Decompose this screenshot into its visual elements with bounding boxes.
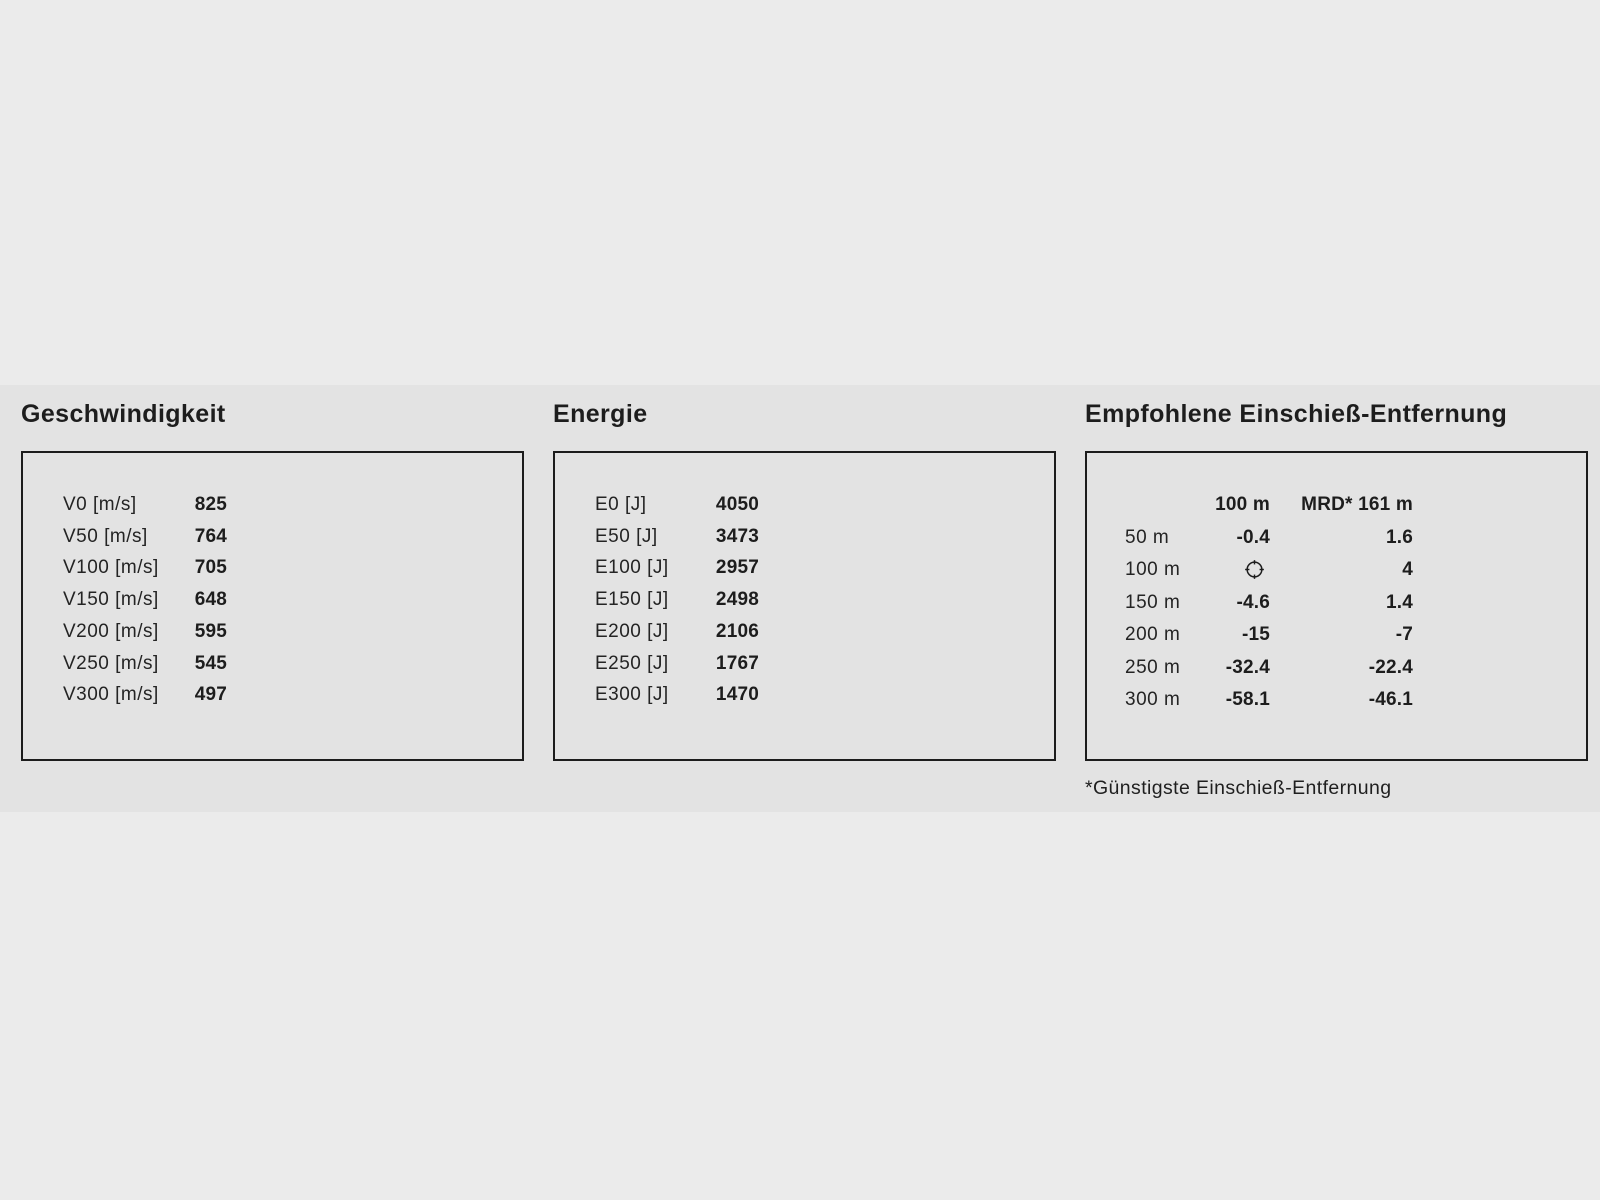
energy-label: E100 [J] <box>595 557 669 579</box>
table-row <box>23 616 522 648</box>
energy-value: 2498 <box>715 589 759 611</box>
velocity-value: 705 <box>194 557 227 579</box>
energy-label: E150 [J] <box>595 589 669 611</box>
ballistics-section <box>0 385 1600 812</box>
energy-value: 1470 <box>715 684 759 706</box>
velocity-title: Geschwindigkeit <box>21 400 226 428</box>
zeroing-title: Empfohlene Einschieß-Entfernung <box>1085 400 1508 428</box>
zeroing-row-label: 100 m <box>1125 559 1181 581</box>
velocity-value: 595 <box>194 620 227 642</box>
reticle-icon <box>1244 559 1265 580</box>
energy-label: E200 [J] <box>595 620 669 642</box>
zeroing-value: 4 <box>1402 559 1413 581</box>
energy-value: 2106 <box>715 620 759 642</box>
zeroing-row-label: 150 m <box>1125 591 1181 613</box>
energy-value: 3473 <box>715 525 759 547</box>
velocity-label: V0 [m/s] <box>63 493 137 515</box>
velocity-label: V50 [m/s] <box>63 525 148 547</box>
table-row <box>555 616 1054 648</box>
table-row <box>555 648 1054 680</box>
zeroing-value: -7 <box>1395 624 1413 646</box>
table-row <box>23 489 522 521</box>
zeroing-value <box>1210 559 1270 581</box>
velocity-label: V150 [m/s] <box>63 589 159 611</box>
velocity-label: V100 [m/s] <box>63 557 159 579</box>
table-row <box>1087 522 1586 555</box>
energy-label: E300 [J] <box>595 684 669 706</box>
velocity-value: 825 <box>194 493 227 515</box>
energy-value: 2957 <box>715 557 759 579</box>
table-row <box>1087 652 1586 685</box>
energy-label: E0 [J] <box>595 493 647 515</box>
zeroing-value: -32.4 <box>1225 656 1270 678</box>
zeroing-value: -58.1 <box>1225 689 1270 711</box>
velocity-table <box>21 451 524 761</box>
table-header-row <box>1087 489 1586 522</box>
zeroing-footnote: *Günstigste Einschieß-Entfernung <box>1085 777 1392 799</box>
zeroing-value: -15 <box>1241 624 1270 646</box>
zeroing-row-label: 200 m <box>1125 624 1181 646</box>
energy-value: 4050 <box>715 493 759 515</box>
zeroing-table <box>1085 451 1588 761</box>
table-row <box>555 489 1054 521</box>
zeroing-value: 1.6 <box>1385 526 1413 548</box>
velocity-label: V300 [m/s] <box>63 684 159 706</box>
zeroing-column-header-mrd: MRD* 161 m <box>1301 494 1413 516</box>
zeroing-value: -0.4 <box>1236 526 1270 548</box>
velocity-value: 764 <box>194 525 227 547</box>
table-row <box>23 648 522 680</box>
zeroing-row-label: 50 m <box>1125 526 1170 548</box>
zeroing-panel <box>1085 385 1588 800</box>
table-row <box>1087 684 1586 717</box>
velocity-label: V200 [m/s] <box>63 620 159 642</box>
table-row <box>1087 619 1586 652</box>
table-row <box>1087 554 1586 587</box>
energy-panel <box>553 385 1056 761</box>
energy-title: Energie <box>553 400 648 428</box>
table-row <box>555 584 1054 616</box>
energy-label: E250 [J] <box>595 652 669 674</box>
table-row <box>1087 587 1586 620</box>
table-row <box>23 584 522 616</box>
energy-value: 1767 <box>715 652 759 674</box>
zeroing-row-label: 250 m <box>1125 656 1181 678</box>
velocity-value: 648 <box>194 589 227 611</box>
table-row <box>23 553 522 585</box>
zeroing-value: -46.1 <box>1368 689 1413 711</box>
zeroing-value: 1.4 <box>1385 591 1413 613</box>
zeroing-column-header-100m: 100 m <box>1215 494 1270 516</box>
zeroing-value: -4.6 <box>1236 591 1270 613</box>
zeroing-value: -22.4 <box>1368 656 1413 678</box>
table-row <box>555 521 1054 553</box>
table-row <box>23 521 522 553</box>
velocity-panel <box>21 385 524 761</box>
energy-label: E50 [J] <box>595 525 658 547</box>
table-row <box>555 553 1054 585</box>
velocity-value: 545 <box>194 652 227 674</box>
table-row <box>555 680 1054 712</box>
velocity-value: 497 <box>194 684 227 706</box>
energy-table <box>553 451 1056 761</box>
velocity-label: V250 [m/s] <box>63 652 159 674</box>
zeroing-row-label: 300 m <box>1125 689 1181 711</box>
table-row <box>23 680 522 712</box>
